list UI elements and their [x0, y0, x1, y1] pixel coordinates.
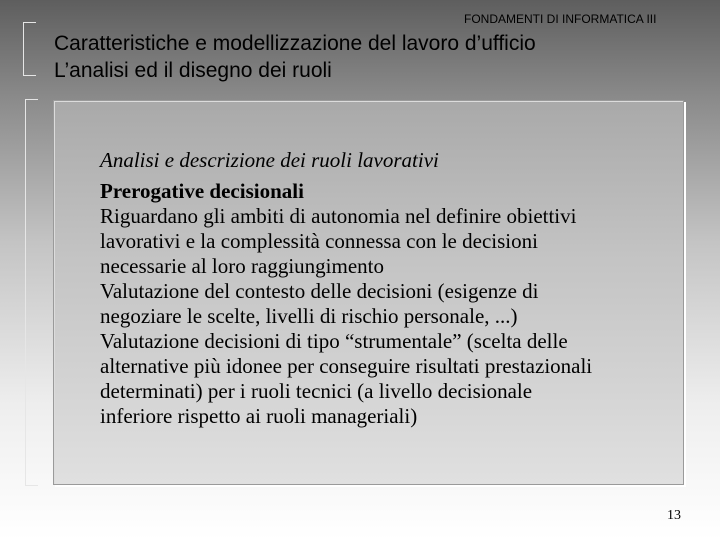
body-line: Valutazione decisioni di tipo “strumentale” (scelta delle [100, 329, 568, 353]
body-line: necessarie al loro raggiungimento [100, 254, 384, 278]
body-line: inferiore rispetto ai ruoli manageriali) [100, 404, 418, 428]
page-number: 13 [667, 508, 681, 523]
body-line: lavorativi e la complessità connessa con le decisioni [100, 229, 538, 253]
section-heading: Prerogative decisionali [100, 179, 304, 203]
body-line: Riguardano gli ambiti di autonomia nel definire obiettivi [100, 204, 577, 228]
course-label: FONDAMENTI DI INFORMATICA III [464, 12, 657, 26]
body-line: determinati) per i ruoli tecnici (a livello decisionale [100, 379, 533, 403]
body-line: negoziare le scelte, livelli di rischio personale, ...) [100, 304, 518, 328]
body-line: Valutazione del contesto delle decisioni (esigenze di [100, 279, 539, 303]
title-bracket [23, 22, 36, 76]
body-line: alternative più idonee per conseguire risultati prestazionali [100, 354, 593, 378]
slide-title [54, 30, 536, 84]
content-text [100, 148, 675, 429]
title-line-1: Caratteristiche e modellizzazione del lavoro d’ufficio [54, 32, 536, 55]
content-bracket [25, 99, 38, 486]
section-subtitle: Analisi e descrizione dei ruoli lavorativi [100, 148, 439, 172]
title-line-2: L’analisi ed il disegno dei ruoli [54, 59, 332, 82]
